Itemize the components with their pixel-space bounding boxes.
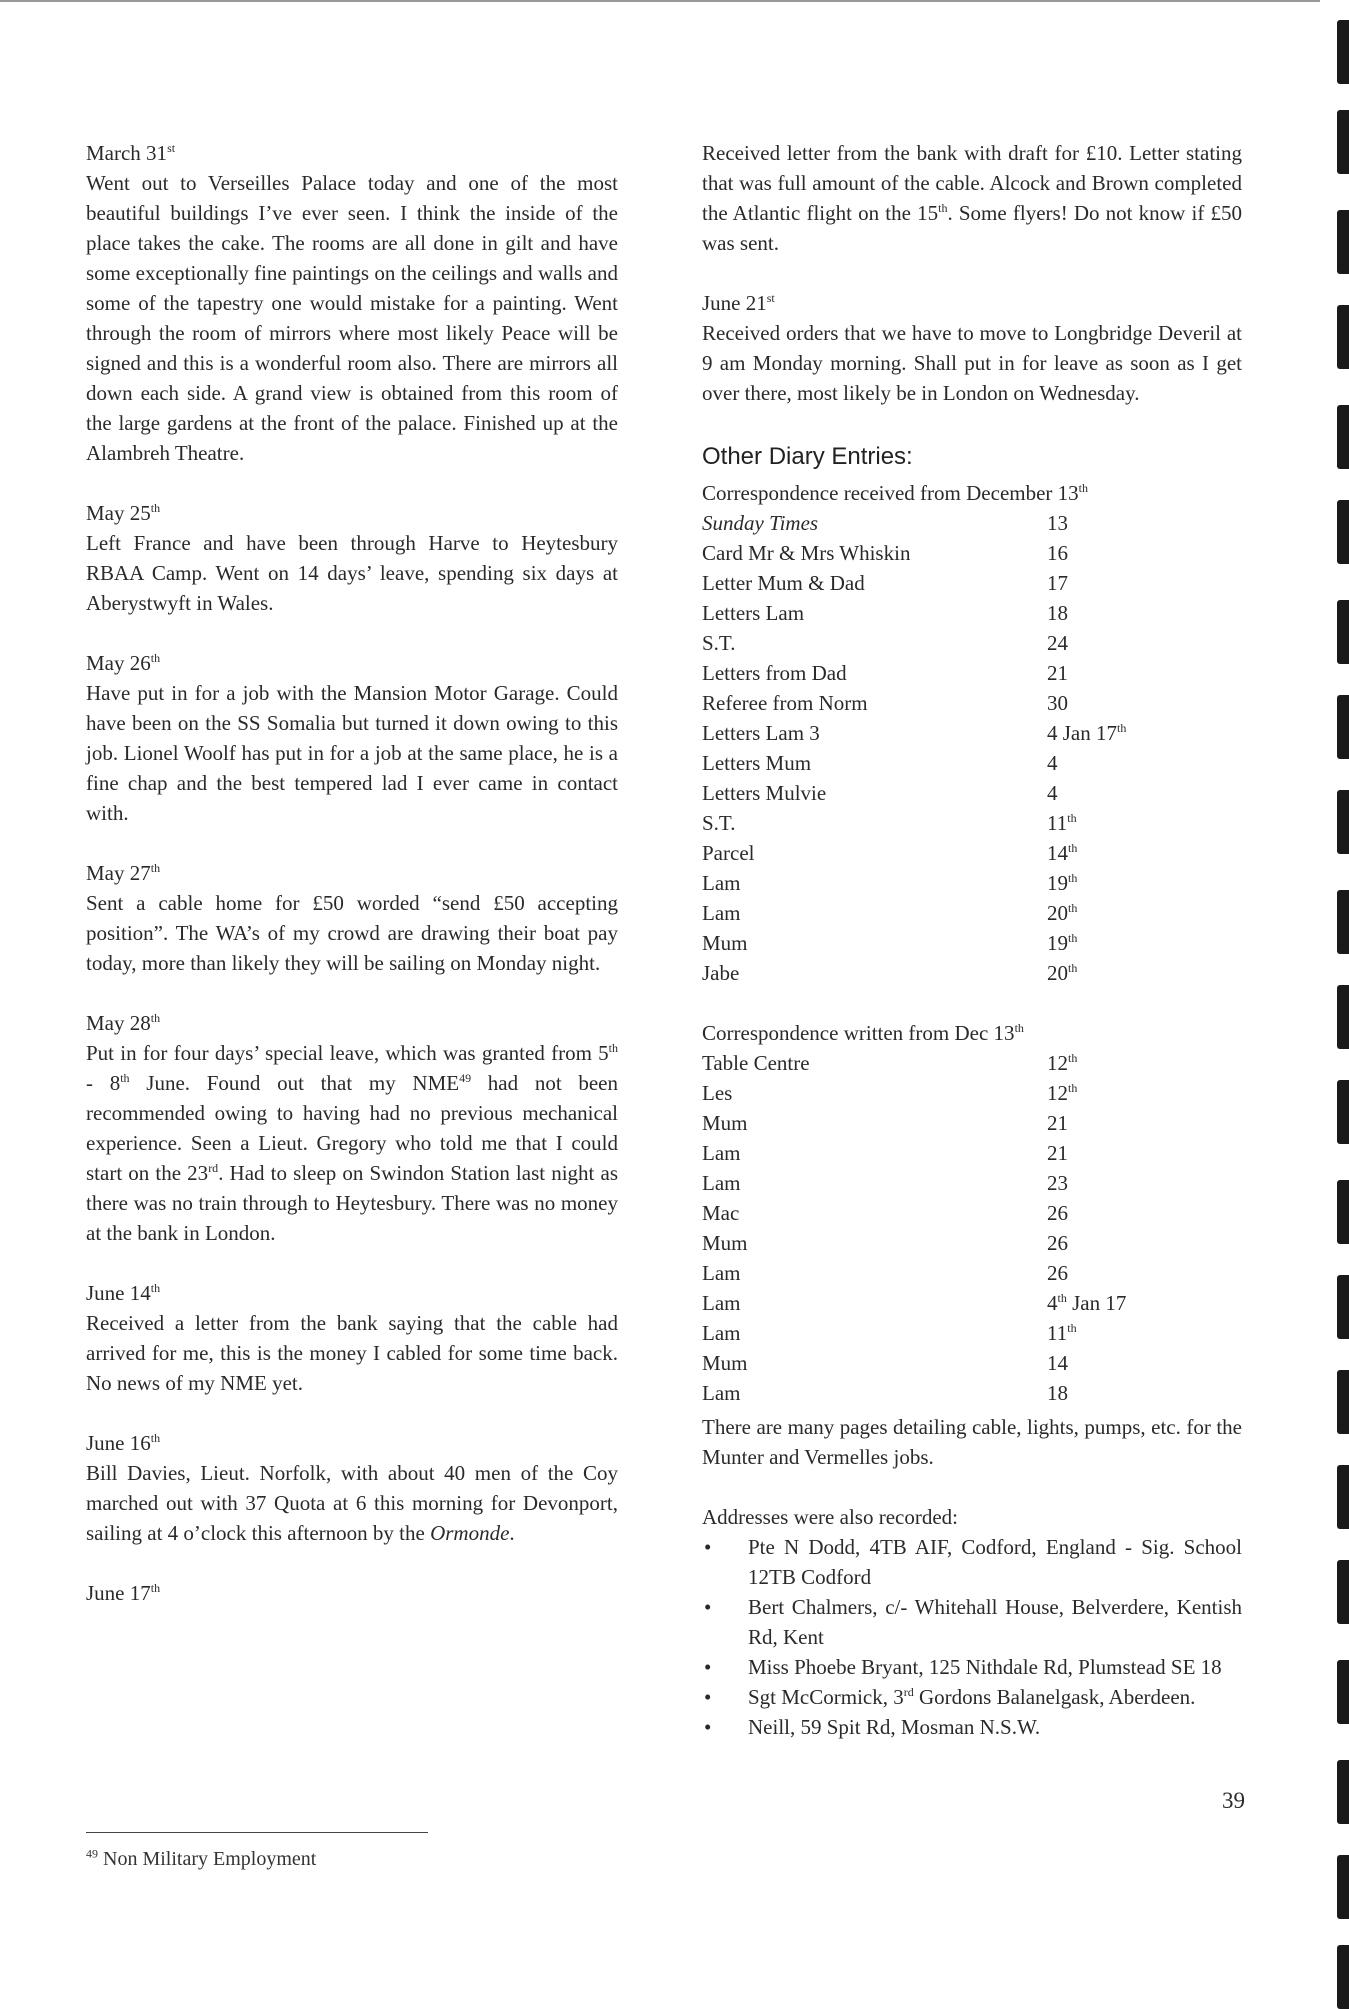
entry-text: Sent a cable home for £50 worded “send £50 accepting position”. The WA’s of my crowd are drawing their boat pay today, more than likely they will be sailing on Monday night. — [86, 891, 618, 975]
section-heading: Other Diary Entries: — [702, 443, 913, 470]
list-item: Lam 4th Jan 17 — [702, 1291, 1127, 1315]
binding-ring — [1337, 210, 1349, 274]
binding-ring — [1337, 1560, 1349, 1624]
address-list — [702, 1532, 1242, 1742]
entry-date: June 16th — [86, 1431, 161, 1455]
binding-ring — [1337, 1855, 1349, 1919]
binding-ring — [1337, 600, 1349, 664]
received-list — [702, 508, 1242, 988]
list-item: Lam 26 — [702, 1261, 1068, 1285]
binding-ring — [1337, 695, 1349, 759]
binding-ring — [1337, 1370, 1349, 1434]
list-item: S.T. 24 — [702, 631, 1068, 655]
entry-text: Received letter from the bank with draft for £10. Letter stating that was full amount of the cable. Alcock and Brown completed the Atlantic flight on the 15th. Some flyers! Do not know if £50 was sent. — [702, 141, 1243, 255]
list-item: Card Mr & Mrs Whiskin 16 — [702, 541, 1068, 565]
diary-entry — [86, 648, 618, 828]
entry-text: Received a letter from the bank saying that the cable had arrived for me, this is the money I cabled for some time back. No news of my NME yet. — [86, 1311, 618, 1395]
footnote: $^{49}$ Non Military Employment — [86, 1846, 317, 1870]
written-title: Correspondence written from Dec 13th — [702, 1021, 1024, 1045]
binding-ring — [1337, 110, 1349, 174]
binding-ring — [1337, 1465, 1349, 1529]
entry-date: March 31st — [86, 141, 176, 165]
address-item: • Sgt McCormick, 3rd Gordons Balanelgask, Aberdeen. — [702, 1682, 1242, 1712]
list-item: Mum 21 — [702, 1111, 1068, 1135]
page-top-edge — [0, 0, 1320, 2]
entry-date: June 21st — [702, 291, 775, 315]
list-item: Mum 19th — [702, 931, 1078, 955]
list-item: Sunday Times 13 — [702, 511, 1068, 535]
list-item: Parcel 14th — [702, 841, 1078, 865]
jobs-note: There are many pages detailing cable, lights, pumps, etc. for the Munter and Vermelles jobs. — [702, 1415, 1242, 1469]
binding-ring — [1337, 985, 1349, 1049]
list-item: Les 12th — [702, 1081, 1078, 1105]
diary-entry — [86, 858, 618, 978]
entry-text: Received orders that we have to move to Longbridge Deveril at 9 am Monday morning. Shall put in for leave as soon as I get over there, most likely be in London on Wednesday. — [702, 321, 1242, 405]
list-item: Lam 19th — [702, 871, 1078, 895]
binding-ring — [1337, 1275, 1349, 1339]
binder-edge — [1321, 0, 1349, 2000]
entry-date: May 28th — [86, 1011, 161, 1035]
page-number: 39 — [1222, 1788, 1245, 1813]
list-item: Mum 26 — [702, 1231, 1068, 1255]
right-column — [702, 138, 1242, 1742]
entry-text: Put in for four days’ special leave, which was granted from 5th - 8th June. Found out that my NME$^{49}$ had not been recommended owing to having had no previous mechanical experience. Seen a Lieut. Gregory who told me that I could start on the 23rd. Had to sleep on Swindon Station last night as there was no train through to Heytesbury. There was no money at the bank in London. — [86, 1041, 619, 1245]
binding-ring — [1337, 1945, 1349, 2009]
list-item: Lam 21 — [702, 1141, 1068, 1165]
list-item: Letters Lam 18 — [702, 601, 1068, 625]
addresses-label: Addresses were also recorded: — [702, 1505, 958, 1529]
list-item: S.T. 11th — [702, 811, 1077, 835]
list-item: Lam 23 — [702, 1171, 1068, 1195]
list-item: Letters from Dad 21 — [702, 661, 1068, 685]
list-item: Lam 18 — [702, 1381, 1068, 1405]
list-item: Lam 20th — [702, 901, 1078, 925]
address-item: • Neill, 59 Spit Rd, Mosman N.S.W. — [702, 1712, 1242, 1742]
address-item: • Bert Chalmers, c/- Whitehall House, Belverdere, Kentish Rd, Kent — [702, 1592, 1242, 1652]
entry-date: June 14th — [86, 1281, 161, 1305]
list-item: Referee from Norm 30 — [702, 691, 1068, 715]
entry-date: May 25th — [86, 501, 161, 525]
list-item: Letters Mulvie 4 — [702, 781, 1058, 805]
binding-ring — [1337, 20, 1349, 84]
diary-entry — [86, 1008, 618, 1248]
address-item: • Pte N Dodd, 4TB AIF, Codford, England - Sig. School 12TB Codford — [702, 1532, 1242, 1592]
binding-ring — [1337, 1660, 1349, 1724]
list-item: Jabe 20th — [702, 961, 1078, 985]
ship-name: Ormonde — [430, 1521, 510, 1545]
diary-entry — [86, 498, 618, 618]
diary-entry — [86, 1428, 618, 1548]
written-list — [702, 1048, 1242, 1408]
received-title: Correspondence received from December 13th — [702, 481, 1089, 505]
address-item: • Miss Phoebe Bryant, 125 Nithdale Rd, Plumstead SE 18 — [702, 1652, 1242, 1682]
entry-date: June 17th — [86, 1581, 161, 1605]
entry-text: Bill Davies, Lieut. Norfolk, with about 40 men of the Coy marched out with 37 Quota at 6 this morning for Devonport, sailing at 4 o’clock this afternoon by the Ormonde. — [86, 1461, 618, 1545]
diary-entry — [86, 138, 618, 468]
binding-ring — [1337, 790, 1349, 854]
binding-ring — [1337, 405, 1349, 469]
left-column — [86, 138, 618, 1638]
list-item: Mum 14 — [702, 1351, 1068, 1375]
entry-text: Went out to Verseilles Palace today and one of the most beautiful buildings I’ve ever seen. I think the inside of the place takes the cake. The rooms are all done in gilt and have some exceptionally fine paintings on the ceilings and walls and some of the tapestry one would mistake for a painting. Went through the room of mirrors where most likely Peace will be signed and this is a wonderful room also. There are mirrors all down each side. A grand view is obtained from this room of the large gardens at the front of the palace. Finished up at the Alambreh Theatre. — [86, 171, 618, 465]
diary-entry — [86, 1578, 618, 1608]
binding-ring — [1337, 1760, 1349, 1824]
list-item: Table Centre 12th — [702, 1051, 1078, 1075]
list-item: Letter Mum & Dad 17 — [702, 571, 1068, 595]
entry-date: May 26th — [86, 651, 161, 675]
binding-ring — [1337, 890, 1349, 954]
list-item: Mac 26 — [702, 1201, 1068, 1225]
binding-ring — [1337, 1180, 1349, 1244]
entry-text: Left France and have been through Harve to Heytesbury RBAA Camp. Went on 14 days’ leave, spending six days at Aberystwyft in Wales. — [86, 531, 618, 615]
binding-ring — [1337, 500, 1349, 564]
footnote-marker: 49 — [459, 1071, 472, 1085]
binding-ring — [1337, 305, 1349, 369]
diary-entry — [86, 1278, 618, 1398]
entry-date: May 27th — [86, 861, 161, 885]
entry-text: Have put in for a job with the Mansion Motor Garage. Could have been on the SS Somalia but turned it down owing to this job. Lionel Woolf has put in for a job at the same place, he is a fine chap and the best tempered lad I ever came in contact with. — [86, 681, 618, 825]
list-item: Lam 11th — [702, 1321, 1077, 1345]
list-item: Letters Mum 4 — [702, 751, 1058, 775]
binding-ring — [1337, 1080, 1349, 1144]
diary-entry-continuation — [702, 138, 1242, 258]
diary-entry — [702, 288, 1242, 408]
footnote-rule — [86, 1832, 428, 1833]
list-item: Letters Lam 3 4 Jan 17th — [702, 721, 1127, 745]
